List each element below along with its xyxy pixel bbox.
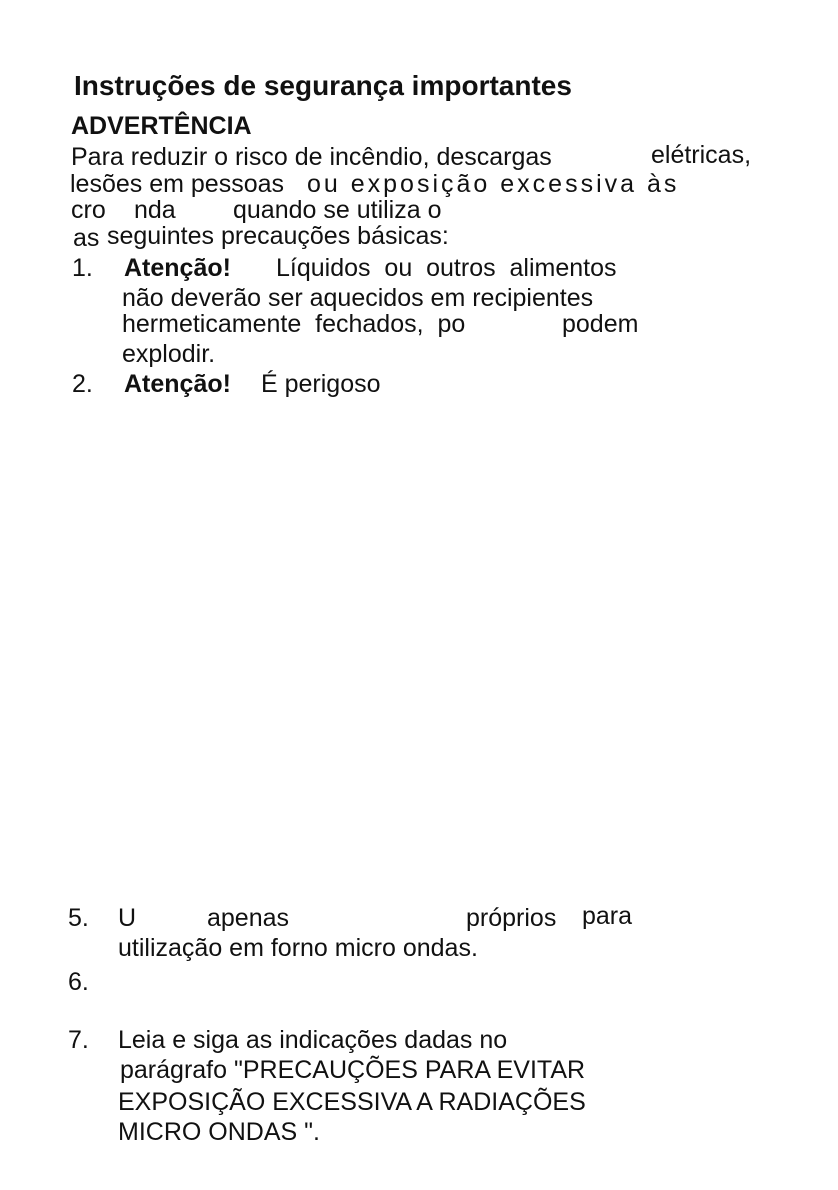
intro-line-4b: seguintes precauções básicas: <box>107 222 449 250</box>
intro-line-3a: cro <box>71 196 106 224</box>
item-text: apenas <box>207 904 290 932</box>
warning-heading: ADVERTÊNCIA <box>71 112 252 140</box>
intro-line-3b: nda <box>134 196 176 224</box>
item-bold-label: Atenção! <box>124 370 231 398</box>
item-text: parágrafo "PRECAUÇÕES PARA EVITAR <box>120 1056 586 1084</box>
item-text: hermeticamente fechados, po <box>122 310 466 338</box>
page-title: Instruções de segurança importantes <box>74 70 572 101</box>
item-text: MICRO ONDAS ". <box>118 1118 320 1146</box>
item-number: 2. <box>72 370 93 398</box>
item-number: 1. <box>72 254 93 282</box>
intro-line-3c: quando se utiliza o <box>233 196 442 224</box>
intro-line-2b: ou exposição excessiva às <box>307 170 680 198</box>
item-text: para <box>582 902 633 930</box>
item-number: 6. <box>68 968 89 996</box>
item-text: É perigoso <box>261 370 381 398</box>
intro-line-1b: elétricas, <box>651 141 752 169</box>
intro-line-2a: lesões em pessoas <box>70 170 285 198</box>
item-text: não deverão ser aquecidos em recipientes <box>122 284 594 312</box>
intro-line-4a: as <box>73 224 100 252</box>
item-number: 5. <box>68 904 89 932</box>
item-number: 7. <box>68 1026 89 1054</box>
item-text: utilização em forno micro ondas. <box>118 934 478 962</box>
item-text: U <box>118 904 137 932</box>
item-text: EXPOSIÇÃO EXCESSIVA A RADIAÇÕES <box>118 1088 586 1116</box>
item-text: explodir. <box>122 340 216 368</box>
item-text: Líquidos ou outros alimentos <box>276 254 617 282</box>
item-text: podem <box>562 310 639 338</box>
item-text: próprios <box>466 904 557 932</box>
item-bold-label: Atenção! <box>124 254 231 282</box>
intro-line-1a: Para reduzir o risco de incêndio, descargas <box>71 143 552 171</box>
item-text: Leia e siga as indicações dadas no <box>118 1026 508 1054</box>
